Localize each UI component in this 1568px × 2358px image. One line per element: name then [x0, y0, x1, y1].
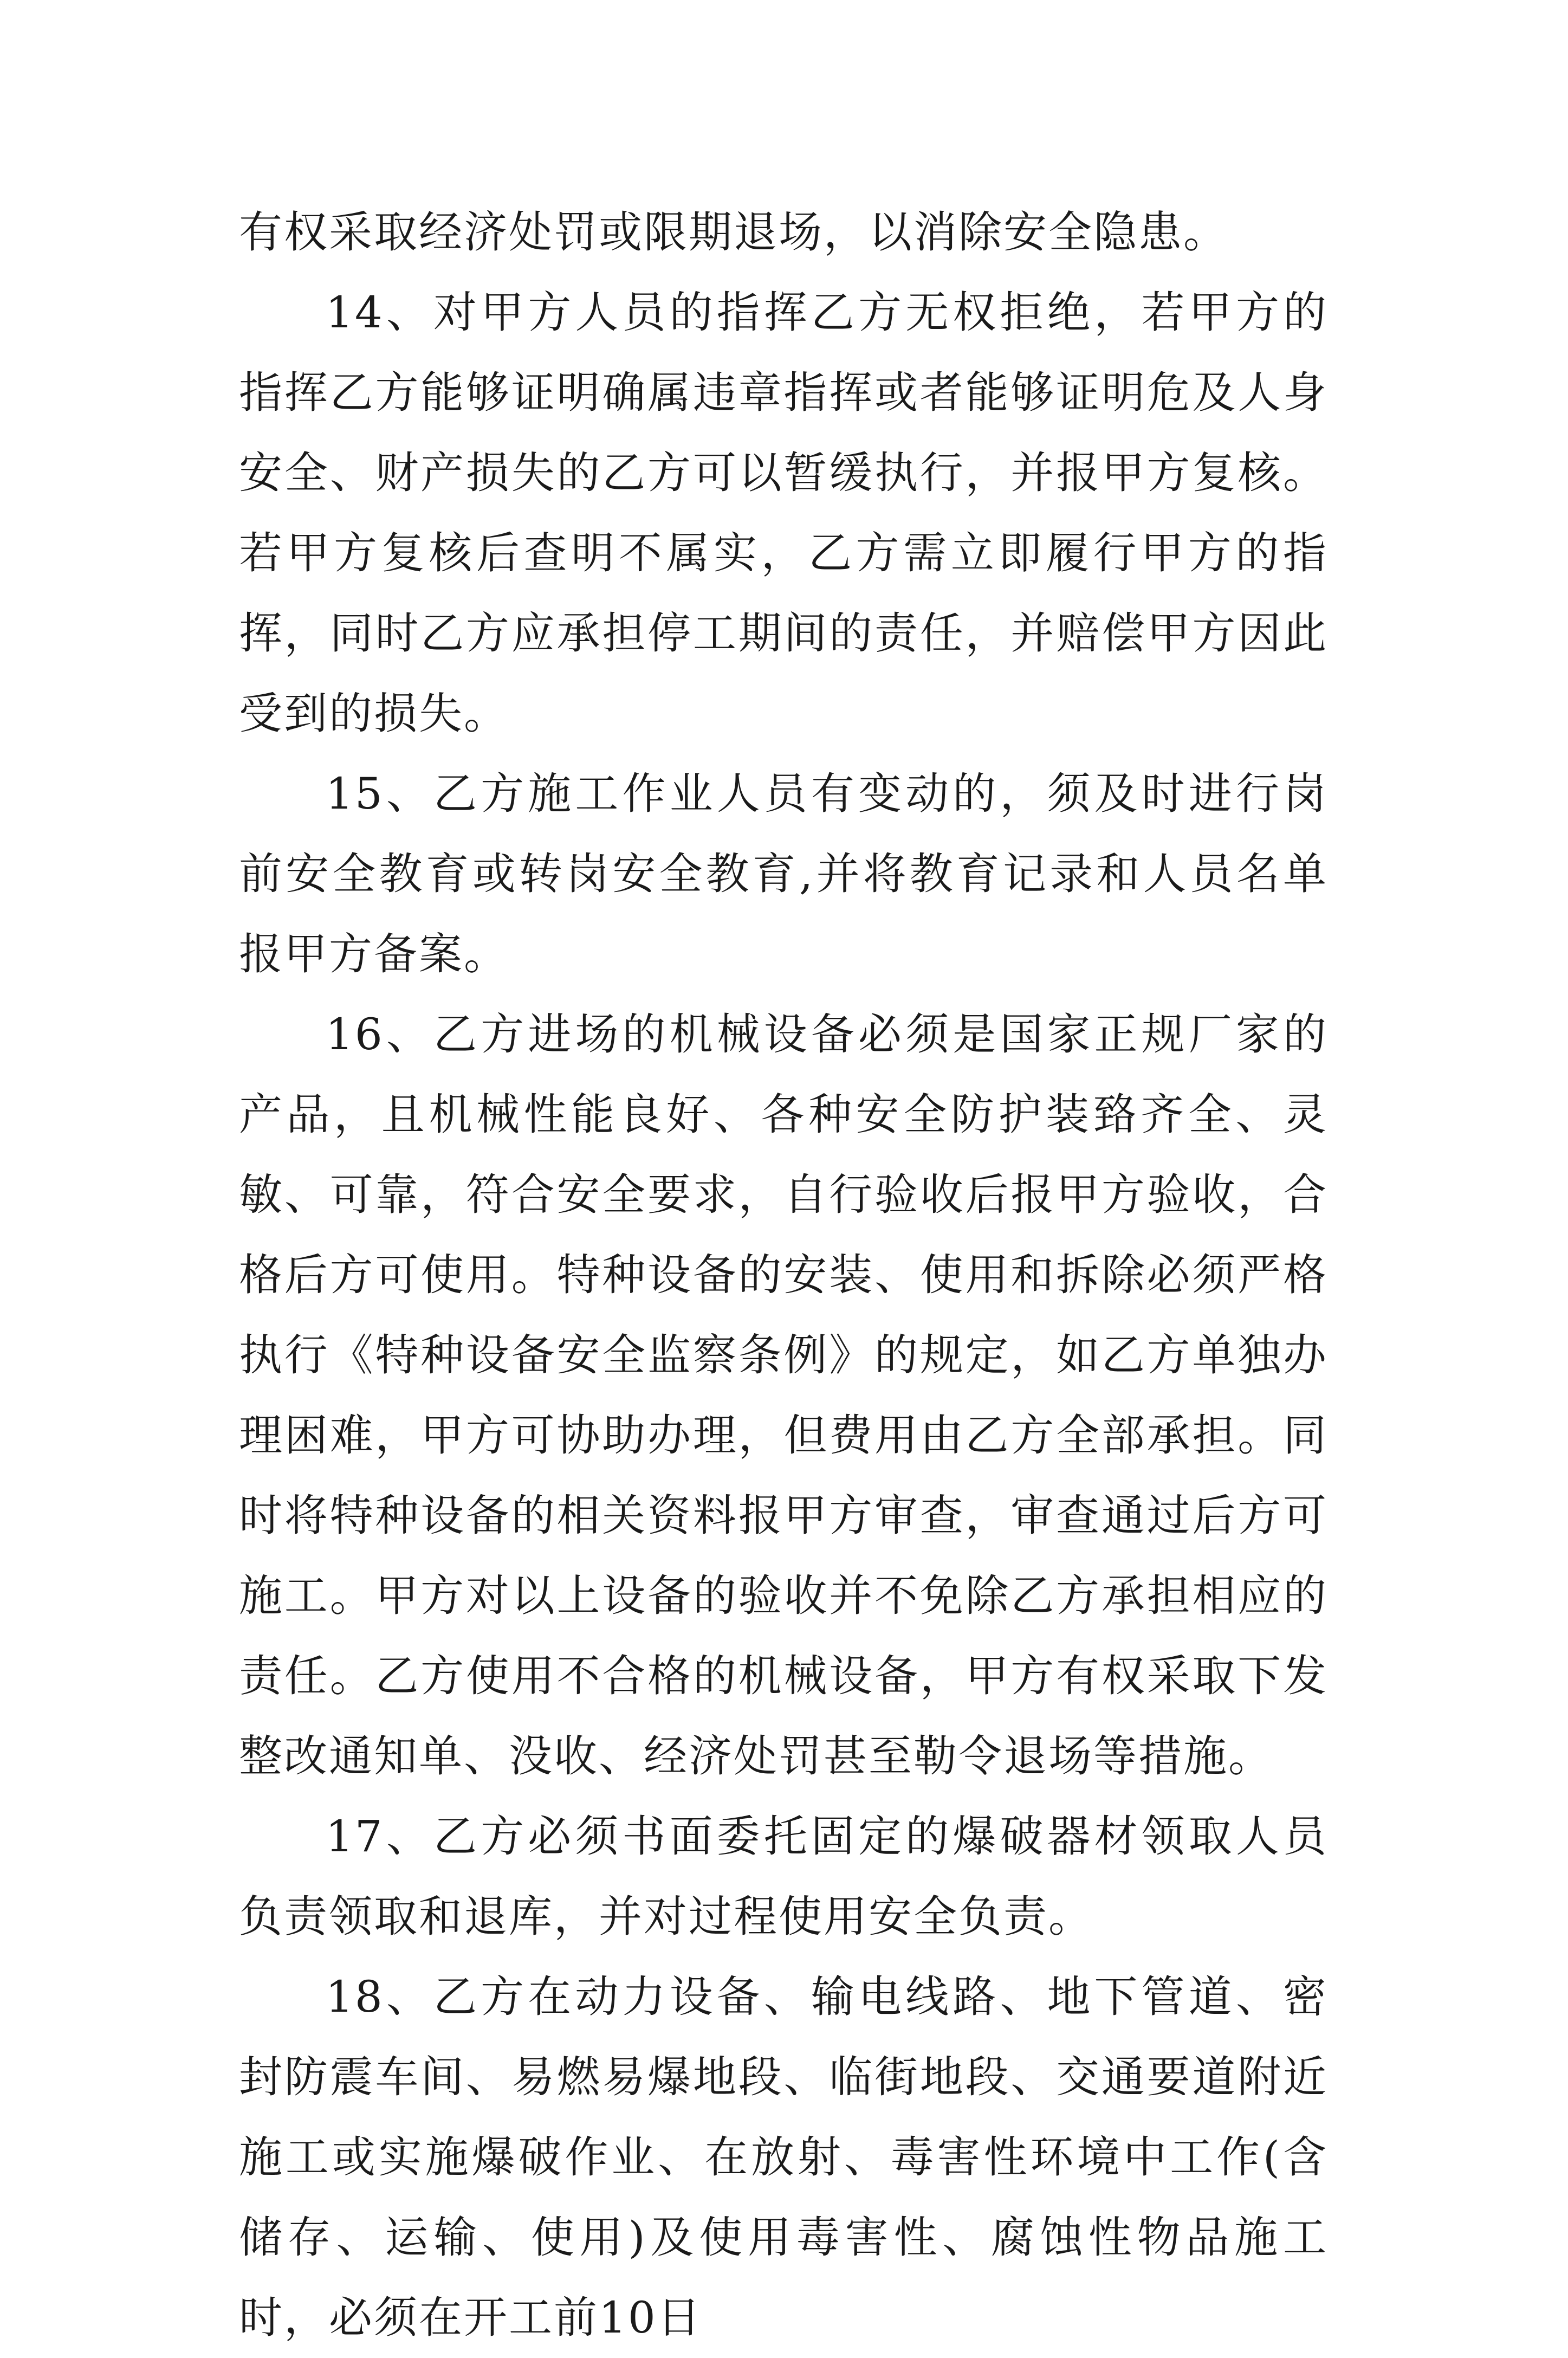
- paragraph-clause-16: 16、乙方进场的机械设备必须是国家正规厂家的产品，且机械性能良好、各种安全防护装臵齐全、灵敏、可靠，符合安全要求，自行验收后报甲方验收，合格后方可使用。特种设备的安装、使用和拆除必须严格执行《特种设备安全监察条例》的规定，如乙方单独办理困难，甲方可协助办理，但费用由乙方全部承担。同时将特种设备的相关资料报甲方审查，审查通过后方可施工。甲方对以上设备的验收并不免除乙方承担相应的责任。乙方使用不合格的机械设备，甲方有权采取下发整改通知单、没收、经济处罚甚至勒令退场等措施。: [239, 1009, 1328, 1781]
- contract-text-body: [239, 192, 1328, 2358]
- paragraph-continuation: 有权采取经济处罚或限期退场，以消除安全隐患。: [239, 207, 1228, 257]
- paragraph-clause-15: 15、乙方施工作业人员有变动的，须及时进行岗前安全教育或转岗安全教育,并将教育记录和人员名单报甲方备案。: [239, 768, 1328, 979]
- paragraph-clause-18: 18、乙方在动力设备、输电线路、地下管道、密封防震车间、易燃易爆地段、临街地段、交通要道附近施工或实施爆破作业、在放射、毒害性环境中工作(含储存、运输、使用)及使用毒害性、腐蚀性物品施工时，必须在开工前10日: [239, 1972, 1328, 2343]
- paragraph-clause-17: 17、乙方必须书面委托固定的爆破器材领取人员负责领取和退库，并对过程使用安全负责。: [239, 1811, 1328, 1942]
- paragraph-clause-14: 14、对甲方人员的指挥乙方无权拒绝，若甲方的指挥乙方能够证明确属违章指挥或者能够证明危及人身安全、财产损失的乙方可以暂缓执行，并报甲方复核。若甲方复核后查明不属实，乙方需立即履行甲方的指挥，同时乙方应承担停工期间的责任，并赔偿甲方因此受到的损失。: [239, 287, 1328, 739]
